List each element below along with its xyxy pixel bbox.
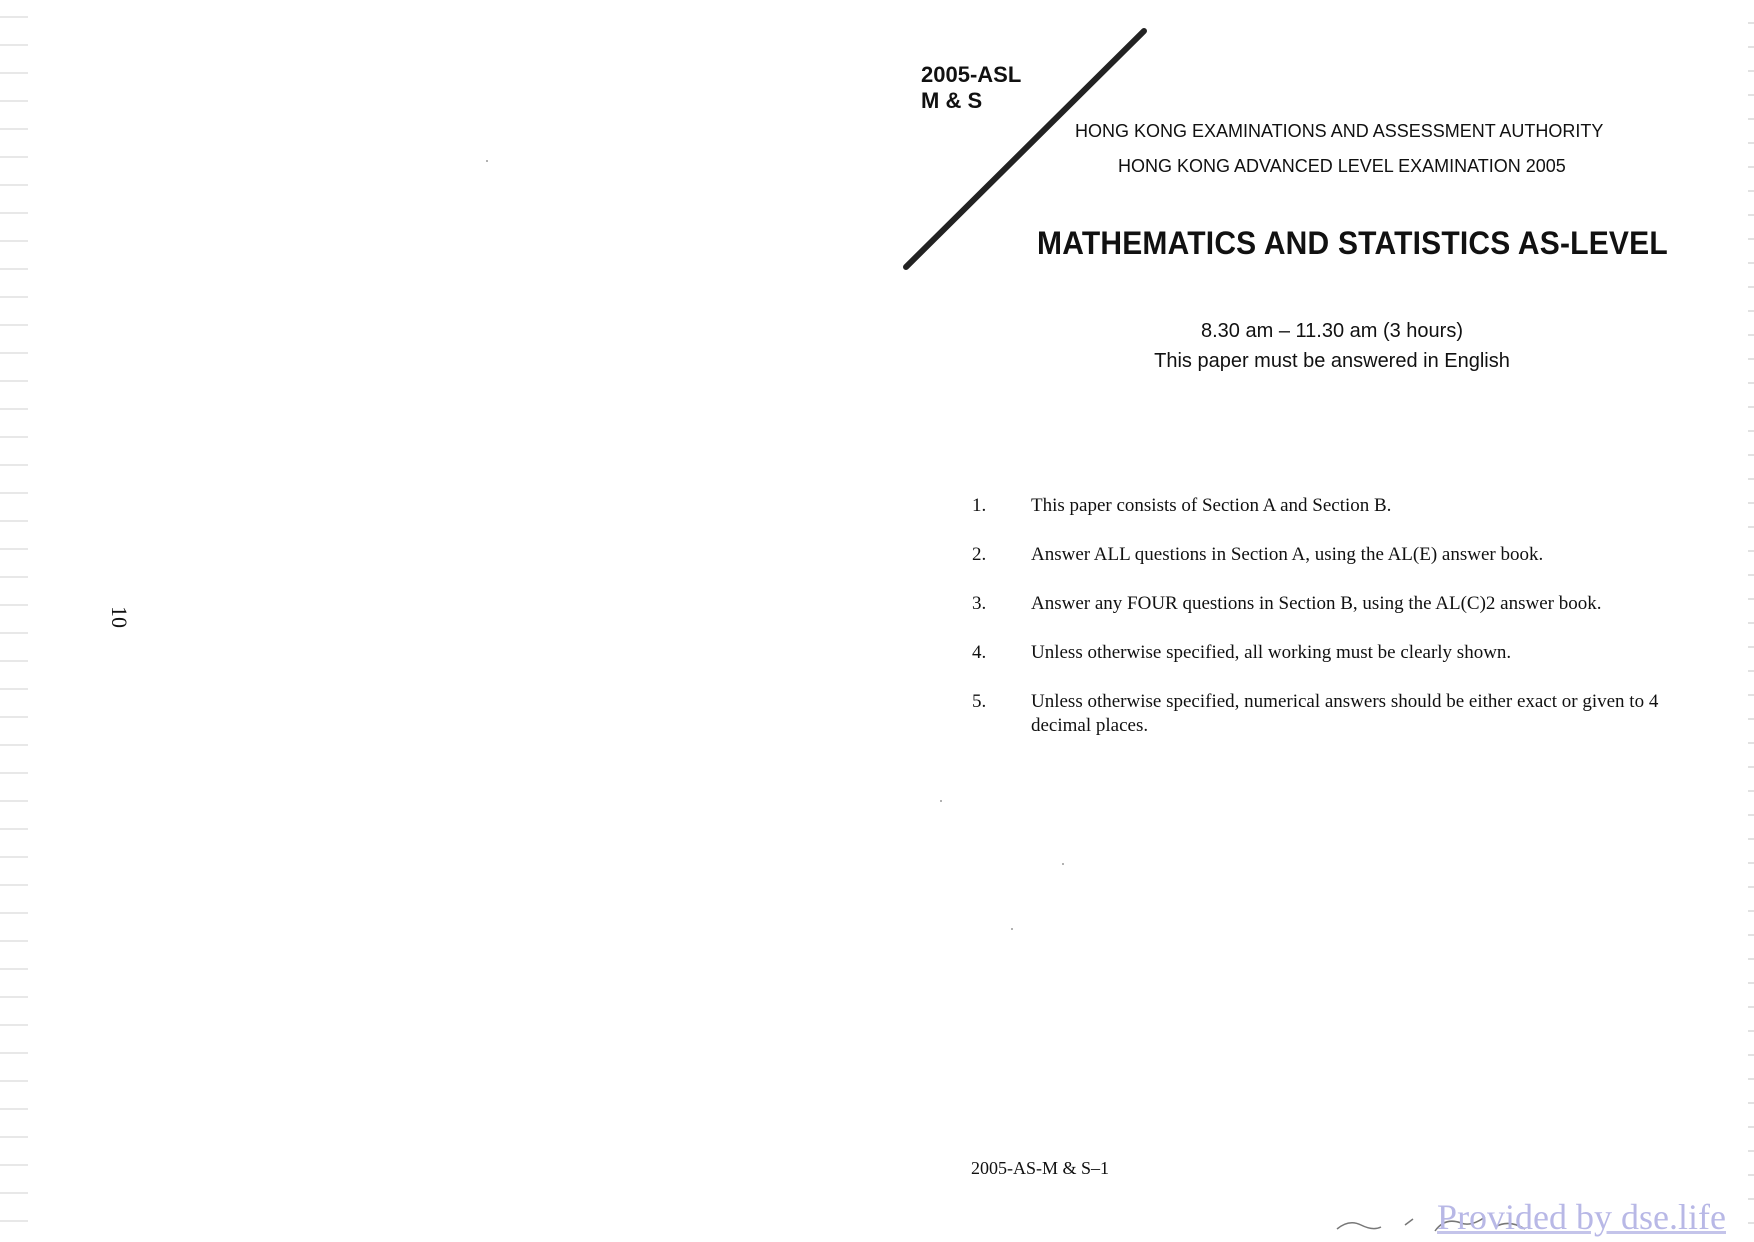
scan-speck <box>940 800 942 802</box>
watermark-link[interactable]: Provided by dse.life <box>1437 1197 1726 1237</box>
language-note: This paper must be answered in English <box>1154 350 1510 372</box>
authority-name: HONG KONG EXAMINATIONS AND ASSESSMENT AUTHORITY <box>1075 121 1604 141</box>
left-page-number: 10 <box>107 606 132 628</box>
instruction-item <box>972 543 1712 567</box>
scan-speck <box>1062 863 1064 865</box>
instruction-number: 4. <box>972 642 987 663</box>
paper-code-subject: M & S <box>921 88 983 113</box>
instruction-item <box>972 494 1712 518</box>
scan-edge-artifact <box>1748 0 1754 1242</box>
instruction-text: Answer ALL questions in Section A, using the AL(E) answer book. <box>1031 544 1544 565</box>
exam-time: 8.30 am – 11.30 am (3 hours) <box>1201 320 1463 342</box>
instructions-list <box>972 494 1712 763</box>
instruction-number: 1. <box>972 495 987 516</box>
scan-edge-artifact <box>0 0 28 1242</box>
instruction-text: Unless otherwise specified, all working must be clearly shown. <box>1031 642 1512 663</box>
instruction-item <box>972 641 1712 665</box>
instruction-number: 5. <box>972 691 987 712</box>
instruction-number: 3. <box>972 593 987 614</box>
scan-speck <box>1011 928 1013 930</box>
examination-name: HONG KONG ADVANCED LEVEL EXAMINATION 2005 <box>1118 156 1566 176</box>
scan-speck <box>486 160 488 162</box>
instruction-text: This paper consists of Section A and Section B. <box>1031 495 1392 516</box>
instruction-text: Answer any FOUR questions in Section B, using the AL(C)2 answer book. <box>1031 593 1602 614</box>
footer-page-code: 2005-AS-M & S–1 <box>971 1158 1110 1178</box>
instruction-item <box>972 690 1712 738</box>
paper-code-year: 2005-ASL <box>921 62 1022 87</box>
instruction-number: 2. <box>972 544 987 565</box>
instruction-item <box>972 592 1712 616</box>
instruction-text: Unless otherwise specified, numerical answers should be either exact or given to 4 decimal places. <box>1031 691 1659 736</box>
paper-title: MATHEMATICS AND STATISTICS AS-LEVEL <box>1037 226 1668 262</box>
